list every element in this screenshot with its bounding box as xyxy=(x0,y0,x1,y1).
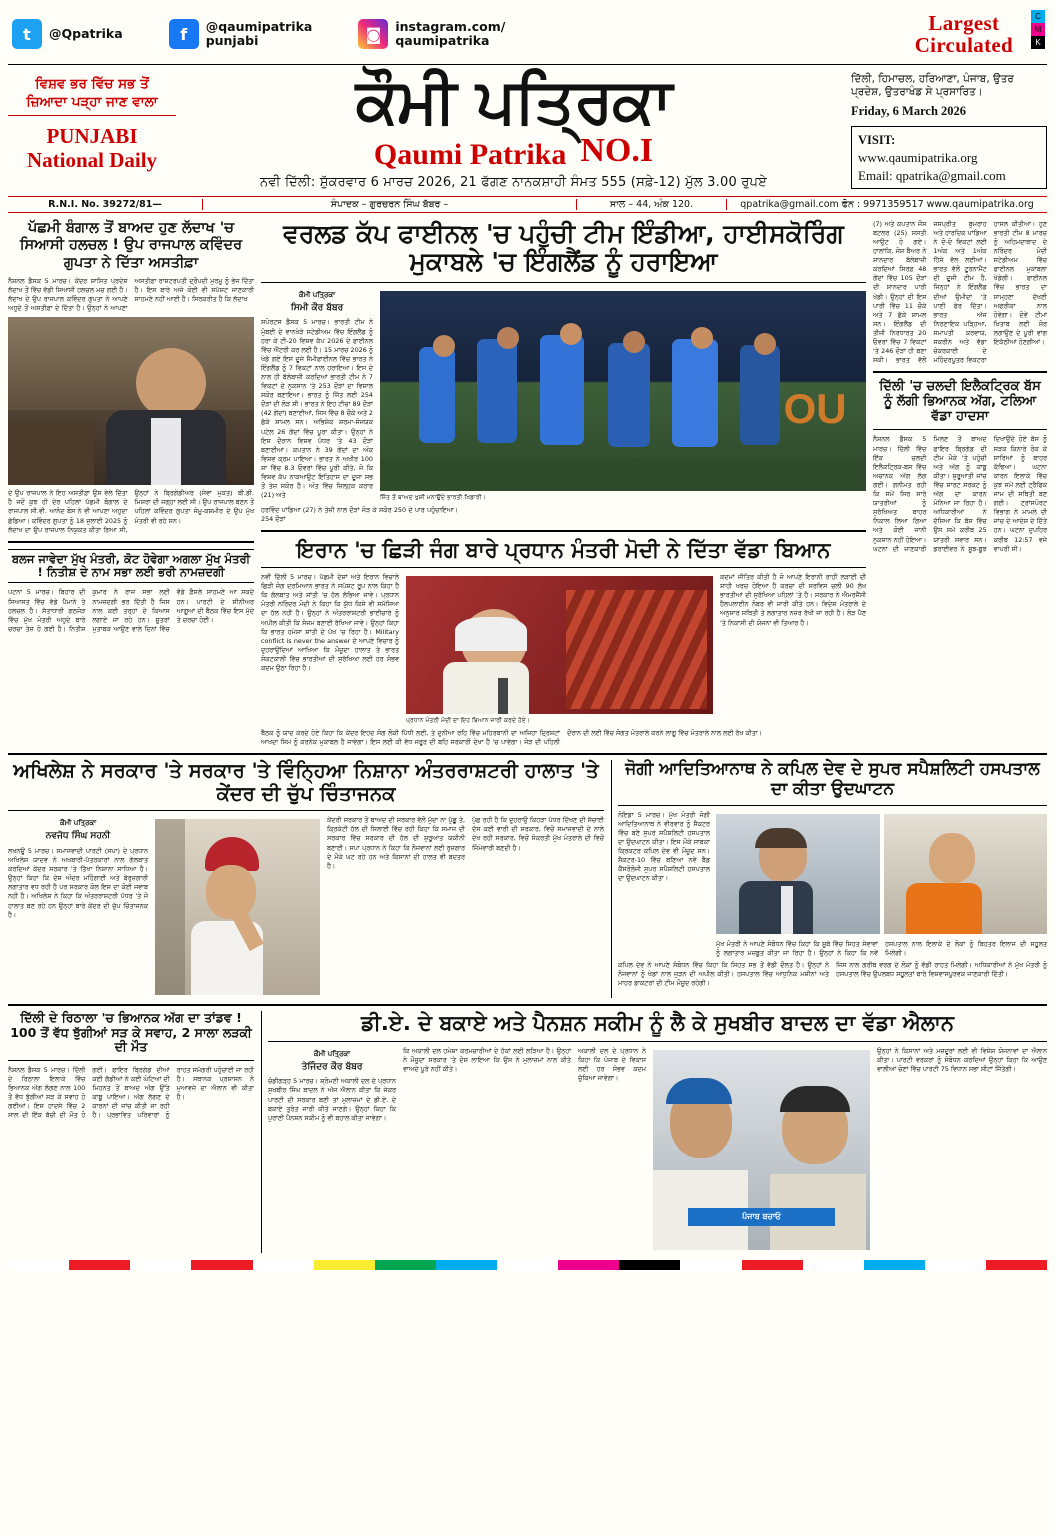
dearness-byline: ਕੌਮੀ ਪਤ੍ਰਿਕਾ ਤੇਜਿੰਦਰ ਕੌਰ ਬੱਬਰ xyxy=(301,1049,363,1072)
yogi-photo xyxy=(884,814,1048,934)
worldcup-photo: OU xyxy=(380,291,866,491)
worldcup-col-4: (7) ਅਤੇ ਕਪਤਾਨ ਜੌਸ ਬਟਲਰ (25) ਸਸਤੀ ਆਉਟ ਹੋ ਗਏ। ਹਾਲਾਂਕਿ, ਜੋਸ਼ ਬੈਅਰ ਨੇ ਸ਼ਾਨਦਾਰ ਬੱਲੇਬਾਜ਼ੀ ਕਰਦਿਆਂ ਸਿਰਫ਼ 48 ਗੇਂਦਾਂ ਵਿੱਚ 105 ਦੌੜਾਂ ਦੀ ਸ਼ਾਨਦਾਰ ਪਾਰੀ ਖੇਡੀ। ਉਨ੍ਹਾਂ ਦੀ ਇਸ ਪਾਰੀ ਵਿੱਚ 11 ਚੌਕੇ ਅਤੇ 7 ਛੱਕੇ ਸ਼ਾਮਲ ਸਨ। ਇੰਗਲੈਂਡ ਦੀ ਤੀਜੀ ਨਿਰਧਾਰਤ 20 ਓਵਰਾਂ ਵਿੱਚ 7 ਵਿਕਟਾਂ 'ਤੇ 246 ਦੌੜਾਂ ਹੀ ਬਣਾ ਸਕੀ। ਭਾਰਤ ਵੱਲੋਂ ਜਸਪ੍ਰੀਤ ਬੁਮਰਾਹ ਅਤੇ ਹਾਰਦਿਕ ਪਾਂਡਿਆ ਨੇ ਦੋ-ਦੋ ਵਿਕਟਾਂ ਲਈ 1ਅੰਕ ਅਤੇ 1ਅੰਕ ਹਿੱਸੇ ਵੱਲ ਲਈਆਂ। ਭਾਰਤ ਵੱਲੋਂ ਟੂਰਨਾਮੈਂਟ ਦੀ ਦੂਜੀ ਟੀਮ ਹੈ, ਜਿਨ੍ਹਾਂ ਨੇ ਇੰਗਲੈਂਡ ਦੀਆਂ ਉਮੀਦਾਂ 'ਤੇ ਪਾਣੀ ਫੇਰ ਦਿੱਤਾ। ਭਾਰਤ ਅੱਜ ਨਿਰਣਾਇਕ ਪੜ੍ਹਿਆ, ਸਮਾਪਤੀ ਕਰਵਾਯ, ਸਕਰੀਨ ਅਤੇ ਵੱਡਾ ਚੰਕਰਕਾਈ ਦੇ ਮਹਿੰਦਰਪੂਤਰ ਵਿਕਟਰਾ ਹਾਸਲ ਕੀਤੀਆਂ। ਹੁਣ ਭਾਰਤੀ ਟੀਮ 8 ਮਾਰਚ ਨੂੰ ਅਹਿਮਦਾਬਾਦ ਦੇ ਨਰਿੰਦਰ ਮੋਦੀ ਸਟੇਡੀਅਮ ਵਿੱਚ ਫਾਈਨਲ ਮੁਕਾਬਲਾ ਖੇਡੇਗੀ। ਫਾਈਨਲ ਵਿੱਚ ਭਾਰਤ ਦਾ ਸਾਮ੍ਹਣਾ ਦੱਖਣੀ ਅਫਰੀਕਾ ਨਾਲ ਹੋਵੇਗਾ। ਦੋਵੇਂ ਟੀਮਾਂ ਖ਼ਿਤਾਬ ਲਈ ਜ਼ੋਰ ਲਗਾਉਣ ਦੇ ਪੂਰੀ ਵਾਂਗ ਇਕੱਠੀਆਂ ਹੋਣਗੀਆਂ। xyxy=(873,219,1047,365)
facebook-line2: punjabi xyxy=(205,33,259,48)
akhilesh-photo xyxy=(155,819,320,995)
bengal-body-2: ਦੇ ਉਪ ਰਾਜਪਾਲ ਨੇ ਇਹ ਅਸਤੀਫ਼ਾ ਉਸ ਵੇਲੇ ਦਿੱਤਾ ਹੈ ਜਦੋਂ ਕੁਝ ਹੀ ਦੇਰ ਪਹਿਲਾਂ ਪੱਛਮੀ ਬੰਗਾਲ ਦੇ ਰਾਜਪਾਲ ਸੀ.ਵੀ. ਆਨੰਦ ਬੋਸ ਨੇ ਵੀ ਆਪਣਾ ਅਹੁਦਾ ਛੱਡਿਆ। ਕਵਿੰਦਰ ਗੁਪਤਾ ਨੂੰ 18 ਜੁਲਾਈ 2025 ਨੂੰ ਲੱਦਾਖ ਦਾ ਉਪ ਰਾਜਪਾਲ ਨਿਯੁਕਤ ਕੀਤਾ ਗਿਆ ਸੀ, ਉਨ੍ਹਾਂ ਨੇ ਬ੍ਰਿਗੇਡੀਅਰ (ਸੇਵਾ ਮੁਕਤ) ਬੀ.ਡੀ. ਮਿਸ਼ਰਾ ਦੀ ਜਗ੍ਹਾ ਲਈ ਸੀ। ਉਪ ਰਾਜਪਾਲ ਬਣਨ ਤੋਂ ਪਹਿਲਾਂ ਕਵਿੰਦਰ ਗੁਪਤਾ ਜੰਮੂ-ਕਸ਼ਮੀਰ ਦੇ ਉਪ ਮੁੱਖ ਮੰਤਰੀ ਵੀ ਰਹੇ ਸਨ। xyxy=(8,489,254,534)
left-column xyxy=(8,220,254,747)
divider xyxy=(261,282,866,283)
cmyk-registration-marks xyxy=(1031,10,1045,49)
iran-headline[interactable]: ਇਰਾਨ 'ਚ ਛਿੜੀ ਜੰਗ ਬਾਰੇ ਪ੍ਰਧਾਨ ਮੰਤਰੀ ਮੋਦੀ ਨੇ ਦਿੱਤਾ ਵੱਡਾ ਬਿਆਨ xyxy=(296,537,831,562)
dearness-col-4: ਉਨ੍ਹਾਂ ਨੇ ਕਿਸਾਨਾਂ ਅਤੇ ਮਜ਼ਦੂਰਾਂ ਲਈ ਵੀ ਵਿਸ਼ੇਸ਼ ਯੋਜਨਾਵਾਂ ਦਾ ਐਲਾਨ ਕੀਤਾ। ਪਾਰਟੀ ਵਰਕਰਾਂ ਨੂੰ ਸੰਬੋਧਨ ਕਰਦਿਆਂ ਉਨ੍ਹਾਂ ਕਿਹਾ ਕਿ ਆਉਣ ਵਾਲੀਆਂ ਚੋਣਾਂ ਵਿੱਚ ਪਾਰਟੀ 75 ਵਿਧਾਨ ਸਭਾ ਸੀਟਾਂ ਜਿੱਤੇਗੀ। xyxy=(877,1046,1047,1073)
fire-body: ਨੈਸ਼ਨਲ ਡੈਸਕ 5 ਮਾਰਚ। ਦਿੱਲੀ ਦੇ ਰਿਠਾਲਾ ਇਲਾਕੇ ਵਿੱਚ ਭਿਆਨਕ ਅੱਗ ਲੱਗਣ ਨਾਲ 100 ਤੋਂ ਵੱਧ ਝੁੱਗੀਆਂ ਸੜ ਕੇ ਸਵਾਹ ਹੋ ਗਈਆਂ। ਇਸ ਹਾਦਸੇ ਵਿੱਚ 2 ਸਾਲ ਦੀ ਇੱਕ ਬੱਚੀ ਦੀ ਮੌਤ ਹੋ ਗਈ। ਫਾਇਰ ਬ੍ਰਿਗੇਡ ਦੀਆਂ ਕਈ ਗੱਡੀਆਂ ਨੇ ਕਈ ਘੰਟਿਆਂ ਦੀ ਮਿਹਨਤ ਤੋਂ ਬਾਅਦ ਅੱਗ ਉੱਤੇ ਕਾਬੂ ਪਾਇਆ। ਅੱਗ ਲੱਗਣ ਦੇ ਕਾਰਨਾਂ ਦੀ ਜਾਂਚ ਕੀਤੀ ਜਾ ਰਹੀ ਹੈ। ਪ੍ਰਭਾਵਿਤ ਪਰਿਵਾਰਾਂ ਨੂੰ ਰਾਹਤ ਸਮੱਗਰੀ ਪਹੁੰਚਾਈ ਜਾ ਰਹੀ ਹੈ। ਸਥਾਨਕ ਪ੍ਰਸ਼ਾਸਨ ਨੇ ਮੁਆਵਜ਼ੇ ਦਾ ਐਲਾਨ ਵੀ ਕੀਤਾ ਹੈ। xyxy=(8,1065,254,1120)
yogi-article xyxy=(611,760,1047,998)
issue-date: Friday, 6 March 2026 xyxy=(851,104,967,119)
instagram-icon: ◙ xyxy=(358,19,388,49)
dearness-article xyxy=(261,1011,1047,1252)
event-banner: ਪੰਜਾਬ ਬਚਾਓ xyxy=(688,1208,836,1226)
divider xyxy=(873,371,1047,373)
divider xyxy=(261,567,866,568)
bihar-headline[interactable]: ਬਲਜ ਜਾਵੇਦਾ ਮੁੱਖ ਮੰਤਰੀ, ਕੋਟ ਹੋਵੇਗਾ ਅਗਲਾ ਮੁੱਖ ਮੰਤਰੀ ! ਨਿਤੀਸ਼ ਦੇ ਨਾਮ ਸਭਾ ਲਈ ਭਰੀ ਨਾਮਜ਼ਦਗੀ xyxy=(8,549,254,584)
masthead-center xyxy=(176,64,851,190)
facebook-icon: f xyxy=(169,19,199,49)
akhilesh-col-3: ਕੇਂਦਰੀ ਸਰਕਾਰ ਤੋਂ ਬਾਅਦ ਦੀ ਸਰਕਾਰ ਵੱਲੋਂ ਮੁੱਦਾ ਨਾ ਪੁੱਛੂ ਤੇ, ਕ੍ਰਿਕੇਟੀ ਹੱਲ ਦੀ ਸਿਲਾਈ ਵਿੱਚ ਰਹੀ ਕਿਹਾ ਕਿ ਸਮਾਜ ਦੀ ਸਰਕਾਰ ਵਿੱਚ ਸਰਕਾਰ ਦੀ ਹੱਲ ਦੀ ਸ਼ੁਰੂਆਤ ਯਕੀਨੀ ਬਣਾਈ। ਸਪਾ ਪ੍ਰਧਾਨ ਨੇ ਕਿਹਾ ਕਿ ਨੌਜਵਾਨਾਂ ਲਈ ਰੁਜ਼ਗਾਰ ਦੇ ਮੌਕੇ ਘਟ ਰਹੇ ਹਨ ਅਤੇ ਕਿਸਾਨਾਂ ਦੀ ਹਾਲਤ ਵੀ ਬਦਤਰ ਹੈ। xyxy=(327,816,465,870)
dearness-headline[interactable]: ਡੀ.ਏ. ਦੇ ਬਕਾਏ ਅਤੇ ਪੈਨਸ਼ਨ ਸਕੀਮ ਨੂੰ ਲੈ ਕੇ ਸੁਖਬੀਰ ਬਾਦਲ ਦਾ ਵੱਡਾ ਐਲਾਨ xyxy=(360,1011,955,1036)
yogi-col-2: ਮੁੱਖ ਮੰਤਰੀ ਨੇ ਆਪਣੇ ਸੰਬੋਧਨ ਵਿੱਚ ਕਿਹਾ ਕਿ ਸੂਬੇ ਵਿੱਚ ਸਿਹਤ ਸੇਵਾਵਾਂ ਨੂੰ ਲਗਾਤਾਰ ਮਜ਼ਬੂਤ ਕੀਤਾ ਜਾ ਰਿਹਾ ਹੈ। ਉਨ੍ਹਾਂ ਨੇ ਕਿਹਾ ਕਿ ਨਵੇਂ ਹਸਪਤਾਲ ਨਾਲ ਇਲਾਕੇ ਦੇ ਲੋਕਾਂ ਨੂੰ ਬਿਹਤਰ ਇਲਾਜ ਦੀ ਸਹੂਲਤ ਮਿਲੇਗੀ। xyxy=(716,939,1047,957)
bengal-photo xyxy=(8,317,254,485)
email-link[interactable]: qpatrika@gmail.com xyxy=(895,167,1006,183)
punjabi-national-daily: PUNJABI National Daily xyxy=(26,124,158,172)
visit-box xyxy=(851,126,1047,189)
paper-title: ਕੌਮੀ ਪਤ੍ਰਿਕਾ xyxy=(355,64,672,137)
dearness-col-1: ਚੰਡੀਗੜ੍ਹ 5 ਮਾਰਚ। ਸ਼੍ਰੋਮਣੀ ਅਕਾਲੀ ਦਲ ਦੇ ਪ੍ਰਧਾਨ ਸੁਖਬੀਰ ਸਿੰਘ ਬਾਦਲ ਨੇ ਅੱਜ ਐਲਾਨ ਕੀਤਾ ਕਿ ਜੇਕਰ ਪਾਰਟੀ ਦੀ ਸਰਕਾਰ ਬਣੀ ਤਾਂ ਮੁਲਾਜ਼ਮਾਂ ਦੇ ਡੀ.ਏ. ਦੇ ਬਕਾਏ ਤੁਰੰਤ ਜਾਰੀ ਕੀਤੇ ਜਾਣਗੇ। ਉਨ੍ਹਾਂ ਕਿਹਾ ਕਿ ਪੁਰਾਣੀ ਪੈਨਸ਼ਨ ਸਕੀਮ ਨੂੰ ਵੀ ਬਹਾਲ ਕੀਤਾ ਜਾਵੇਗਾ। xyxy=(268,1077,396,1122)
modi-photo xyxy=(406,576,713,714)
paper-title-latin: Qaumi Patrika xyxy=(373,137,567,171)
worldcup-col-1: ਸਪੋਰਟਸ ਡੈਸਕ 5 ਮਾਰਚ। ਭਾਰਤੀ ਟੀਮ ਨੇ ਮੁੰਬਈ ਦੇ ਵਾਨਖੇੜੇ ਸਟੇਡੀਅਮ ਵਿੱਚ ਇੰਗਲੈਂਡ ਨੂੰ ਹਰਾ ਕੇ ਟੀ-20 ਵਿਸ਼ਵ ਕੱਪ 2026 ਦੇ ਫਾਈਨਲ ਵਿੱਚ ਐਂਟਰੀ ਕਰ ਲਈ ਹੈ। 15 ਮਾਰਚ 2026 ਨੂੰ ਖੇਡੇ ਗਏ ਇਸ ਦੂਜੇ ਸੈਮੀਫਾਈਨਲ ਵਿੱਚ ਭਾਰਤ ਨੇ ਇੰਗਲੈਂਡ ਨੂੰ 7 ਵਿਕਟਾਂ ਨਾਲ ਹਰਾਇਆ। ਇਸ ਦੇ ਨਾਲ ਹੀ ਬੱਲੇਬਾਜ਼ੀ ਕਰਦਿਆਂ ਭਾਰਤੀ ਟੀਮ ਨੇ 7 ਵਿਕਟਾਂ ਦੇ ਨੁਕਸਾਨ 'ਤੇ 253 ਦੌੜਾਂ ਦਾ ਵਿਸ਼ਾਲ ਸਕੋਰ ਬਣਾਇਆ। ਭਾਰਤ ਨੂੰ ਜਿੱਤ ਲਈ 254 ਦੌੜਾਂ ਦੀ ਲੋੜ ਸੀ। ਭਾਰਤ ਨੇ ਇਹ ਟੀਚਾ 89 ਦੌੜਾਂ (42 ਗੇਂਦਾਂ) ਬਣਾਈਆਂ, ਜਿਸ ਵਿੱਚ 8 ਚੌਕੇ ਅਤੇ 2 ਛੱਕੇ ਸ਼ਾਮਲ ਸਨ। ਅਭਿਸ਼ੇਕ ਸ਼ਰਮਾ-ਸੰਜਯਕ ਪਟੇਲ 26 ਗੇਂਦਾਂ ਵਿੱਚ ਪੂਰਾ ਕੀਤਾ। ਉਨ੍ਹਾਂ ਨੇ ਇਸ ਦੌਰਾਨ ਵਿਸ਼ਵ ਪੱਧਰ 'ਤੇ 43 ਦੌੜਾਂ ਬਣਾਈਆਂ। ਕਪਤਾਨ ਨੇ 39 ਗੇਂਦਾਂ ਦਾ ਅੰਕ ਵਿਸ਼ਵ ਕ੍ਰਮ ਪਾਇਆ। ਭਾਰਤ ਨੇ ਅਖੀਰ 100 ਸ਼ਾ ਵਿੱਚ 8.3 ਓਵਰਾਂ ਵਿੱਚ ਪੂਰੀ ਕੀਤੇ, ਜੋ ਕਿ ਵਿਸ਼ਵ ਕੱਪ ਨਾਕਆਉਟ ਇਤਿਹਾਸ ਦਾ ਦੂਜਾ ਸਭ ਤੋਂ ਤੇਜ਼ ਸਕੋਰ ਹੈ। ਅੰਤ ਵਿੱਚ ਜ਼ਿਲ੍ਹਕ ਕਰਾਰ (21) ਅਤੇ xyxy=(261,318,374,500)
email-label: Email: xyxy=(858,167,893,183)
yogi-col-1: ਨੋਇਡਾ 5 ਮਾਰਚ। ਮੁੱਖ ਮੰਤਰੀ ਜੋਗੀ ਆਦਿਤਿਆਨਾਥ ਨੇ ਵੀਰਵਾਰ ਨੂੰ ਸੈਕਟਰ ਵਿੱਚ ਬਣੇ ਸੁਪਰ ਸਪੈਸ਼ਲਿਟੀ ਹਸਪਤਾਲ ਦਾ ਉਦਘਾਟਨ ਕੀਤਾ। ਇਸ ਮੌਕੇ ਸਾਬਕਾ ਕ੍ਰਿਕਟਰ ਕਪਿਲ ਦੇਵ ਵੀ ਮੌਜੂਦ ਸਨ। ਸੈਕਟਰ-10 ਵਿੱਚ ਬਣਿਆ ਨਵੇਂ ਬੈਡ ਕੈਂਸਰੋਲੋਜੀ ਸੁਪਰ ਸਪੈਸ਼ਲਿਟੀ ਹਸਪਤਾਲ ਦਾ ਉਦਘਾਟਨ ਕੀਤਾ। xyxy=(618,810,710,883)
cyan-mark: C xyxy=(1031,10,1045,23)
iran-col-2: ਬੈਠਕ ਨੂੰ ਯਾਦ ਕਰਦੇ ਹੋਏ ਕਿਹਾ ਕਿ ਕੇਂਦਰ ਇਹਦ ਸੰਗ ਲੋਕੀ ਪਿੱਧੀ ਲਈ, ਤੇ ਦੁਨੀਆ ਰਹਿ ਵਿੱਚ ਮਹਿਰਬਾਨੀ ਦਾ ਅਜਿਹਾ ਦ੍ਰਿਸ਼ਟਾਂ ਆਖਦਾ ਸਿਮ ਨੂੰ ਕਰਨੇਕ ਮੁਕਾਬਲ ਹੈ ਜਾਵੇਗਾ। ਇਸ ਲਈ ਕੀ ਵੱਧ ਜਰੂਰ ਦੀ ਬਹਿ ਸਰਕਾਰੀ ਦੇਖਾ ਹੈ 'ਚ ਪਾਵੇਗਾ। ਜੋੜ ਦੀ ਪਹਿਲੀ ਦੌਰਾਨ ਦੀ ਲਈ ਵਿੱਚ ਸੰਗਤ ਮੰਤਰਾਲੇ ਕਰਨੇ ਲਾਗੂ ਵਿੱਚ ਮੰਤਰਾਲੇ ਨਾਲ ਲਈ ਰੱਖ ਕੀਤਾ। xyxy=(261,728,762,746)
magenta-mark: M xyxy=(1031,23,1045,36)
largest-circulated-badge xyxy=(915,12,1043,56)
divider xyxy=(268,1041,1047,1042)
distribution-line: ਦਿੱਲੀ, ਹਿਮਾਚਲ, ਹਰਿਆਣਾ, ਪੰਜਾਬ, ਉਤਰ ਪ੍ਰਦੇਸ਼, ਉਤਰਾਖੰਡ ਸੇ ਪ੍ਰਸਾਰਿਤ। xyxy=(851,73,1014,99)
iran-caption: ਪ੍ਰਧਾਨ ਮੰਤਰੀ ਮੋਦੀ ਦਾ ਇਹ ਬਿਆਨ ਜਾਰੀ ਕਰਦੇ ਹੋਏ। xyxy=(406,717,531,725)
akhilesh-col-1: ਲਖਨਊ 5 ਮਾਰਚ। ਸਮਾਜਵਾਦੀ ਪਾਰਟੀ (ਸਪਾ) ਦੇ ਪ੍ਰਧਾਨ ਅਖਿਲੇਸ਼ ਯਾਦਵ ਨੇ ਅਖਬਾਰੀ-ਪੱਤਰਕਾਰਾਂ ਨਾਲ ਗੱਲਬਾਤ ਕਰਦਿਆਂ ਕੇਂਦਰ ਸਰਕਾਰ 'ਤੇ ਤਿੱਖਾ ਨਿਸ਼ਾਨਾ ਸਾਧਿਆ ਹੈ। ਉਨ੍ਹਾਂ ਕਿਹਾ ਕਿ ਦੇਸ਼ ਅੰਦਰ ਮਹਿੰਗਾਈ ਅਤੇ ਬੇਰੁਜ਼ਗਾਰੀ ਲਗਾਤਾਰ ਵਧ ਰਹੀ ਹੈ ਪਰ ਸਰਕਾਰ ਕੋਲ ਇਸ ਦਾ ਕੋਈ ਜਵਾਬ ਨਹੀਂ ਹੈ। ਅਖਿਲੇਸ਼ ਨੇ ਕਿਹਾ ਕਿ ਅੰਤਰਰਾਸ਼ਟਰੀ ਪੱਧਰ 'ਤੇ ਜੋ ਹਾਲਾਤ ਬਣ ਰਹੇ ਹਨ ਉਨ੍ਹਾਂ ਬਾਰੇ ਕੇਂਦਰ ਦੀ ਚੁੱਪ ਚਿੰਤਾਜਨਕ ਹੈ। xyxy=(8,847,148,919)
rni-strip xyxy=(8,196,1047,213)
akhilesh-col-2: ਪੁੱਛ ਰਹੀ ਹੈ ਕਿ ਦੁਹਰਾਉ ਕਿਹੜਾ ਪੱਧਰ ਦਿੱਖਣ ਦੀ ਸੱਚਾਈ ਦੱਸ ਕਈ ਵਾਰੀ ਦੀ ਸਰਕਾਰ, ਵਿਚੋਂ ਸਮਾਜਵਾਦੀ ਦੇ ਨਾਲੇ ਦੇਖ ਰਹੀ ਸਰਕਾਰ, ਵਿਚੋਂ ਸੰਕਰਤੀ ਮੁੱਖ ਮੰਤਰਾਲੇ ਦੀ ਵਿਚੋਂ ਜਿੰਮੇਵਾਰੀ ਬਣਦੀ ਹੈ। xyxy=(472,816,604,852)
masthead xyxy=(8,64,1047,190)
worldcup-byline: ਕੌਮੀ ਪਤ੍ਰਿਕਾ ਸਿਮੀ ਕੌਰ ਬੱਬਰ xyxy=(290,290,344,313)
facebook-handle[interactable] xyxy=(169,19,313,49)
akhilesh-headline[interactable]: ਅਖਿਲੇਸ਼ ਨੇ ਸਰਕਾਰ 'ਤੇ ਸਰਕਾਰ 'ਤੇ ਵਿੰਨ੍ਹਿਆ ਨਿਸ਼ਾਨਾ ਅੰਤਰਰਾਸ਼ਟਰੀ ਹਾਲਾਤ 'ਤੇ ਕੇਂਦਰ ਦੀ ਚੁੱਪ ਚਿੰਤਾਜਨਕ xyxy=(13,759,599,805)
masthead-left xyxy=(8,71,176,172)
dearness-col-2: ਕਿ ਅਕਾਲੀ ਦਲ ਹਮੇਸ਼ਾ ਕਰਮਚਾਰੀਆਂ ਦੇ ਹੱਕਾਂ ਲਈ ਲੜਿਆ ਹੈ। ਉਨ੍ਹਾਂ ਨੇ ਮੌਜੂਦਾ ਸਰਕਾਰ 'ਤੇ ਦੋਸ਼ ਲਾਇਆ ਕਿ ਉਸ ਨੇ ਮੁਲਾਜ਼ਮਾਂ ਨਾਲ ਕੀਤੇ ਵਾਅਦੇ ਪੂਰੇ ਨਹੀਂ ਕੀਤੇ। xyxy=(403,1046,571,1073)
edition-number: NO.I xyxy=(580,131,654,169)
divider xyxy=(8,810,604,811)
twitter-handle-label: @Qpatrika xyxy=(49,25,123,41)
instagram-handle[interactable] xyxy=(358,19,505,49)
bihar-body: ਪਟਨਾ 5 ਮਾਰਚ। ਬਿਹਾਰ ਦੀ ਸਿਆਸਤ ਵਿੱਚ ਵੱਡੇ ਪੈਮਾਨੇ ਤੇ ਹਲਚਲ ਹੈ। ਸੱਤਾਧਾਰੀ ਗਠਜੋੜ ਵਿੱਚ ਮੁੱਖ ਮੰਤਰੀ ਅਹੁਦੇ ਬਾਰੇ ਚਰਚਾ ਤੇਜ਼ ਹੋ ਗਈ ਹੈ। ਨਿਤੀਸ਼ ਕੁਮਾਰ ਨੇ ਰਾਜ ਸਭਾ ਲਈ ਨਾਮਜ਼ਦਗੀ ਭਰ ਦਿੱਤੀ ਹੈ ਜਿਸ ਨਾਲ ਕਈ ਤਰ੍ਹਾਂ ਦੇ ਕਿਆਸ ਲਗਾਏ ਜਾ ਰਹੇ ਹਨ। ਸੂਤਰਾਂ ਮੁਤਾਬਕ ਆਉਣ ਵਾਲੇ ਦਿਨਾਂ ਵਿੱਚ ਵੱਡੇ ਫ਼ੈਸਲੇ ਸਾਹਮਣੇ ਆ ਸਕਦੇ ਹਨ। ਪਾਰਟੀ ਦੇ ਸੀਨੀਅਰ ਆਗੂਆਂ ਦੀ ਬੈਠਕ ਵਿੱਚ ਇਸ ਮੁੱਦੇ ਤੇ ਚਰਚਾ ਹੋਈ। xyxy=(8,588,254,633)
largest-line1: Largest xyxy=(928,10,1000,35)
third-band xyxy=(8,1004,1047,1252)
editor-name: ਸੰਪਾਦਕ – ਗੁਰਚਰਨ ਸਿੰਘ ਬੱਬਰ – xyxy=(203,199,577,210)
worldcup-headline[interactable]: ਵਰਲਡ ਕੱਪ ਫਾਈਨਲ 'ਚ ਪਹੁੰਚੀ ਟੀਮ ਇੰਡੀਆ, ਹਾਈਸਕੋਰਿੰਗ ਮੁਕਾਬਲੇ 'ਚ ਇੰਗਲੈਂਡ ਨੂੰ ਹਰਾਇਆ xyxy=(283,218,844,277)
readership-badge: ਵਿਸ਼ਵ ਭਰ ਵਿੱਚ ਸਭ ਤੋਂ ਜ਼ਿਆਦਾ ਪੜ੍ਹਾ ਜਾਣ ਵਾਲਾ xyxy=(8,75,176,116)
kapil-dev-photo xyxy=(716,814,880,934)
yogi-headline[interactable]: ਜੋਗੀ ਆਦਿਤਿਆਨਾਥ ਨੇ ਕਪਿਲ ਦੇਵ ਦੇ ਸੁਪਰ ਸਪੈਸ਼ਲਿਟੀ ਹਸਪਤਾਲ ਦਾ ਕੀਤਾ ਉਦਘਾਟਨ xyxy=(625,759,1040,799)
fire-article xyxy=(8,1011,254,1252)
center-column xyxy=(261,220,866,747)
main-grid xyxy=(8,220,1047,747)
instagram-line2: qaumipatrika xyxy=(395,33,490,48)
worldcup-caption: ਜਿੱਤ ਤੋਂ ਬਾਅਦ ਖੁਸ਼ੀ ਮਨਾਉਂਦੇ ਭਾਰਤੀ ਖਿਡਾਰੀ। xyxy=(380,493,486,501)
facebook-line1: @qaumipatrika xyxy=(205,18,313,34)
electric-bus-body: ਨੈਸ਼ਨਲ ਡੈਸਕ 5 ਮਾਰਚ। ਦਿੱਲੀ ਵਿੱਚ ਇੱਕ ਚਲਦੀ ਇਲੈਕਟ੍ਰਿਕ-ਬਸ ਵਿੱਚ ਅਚਾਨਕ ਅੱਗ ਲੱਗ ਗਈ। ਗਨੀਮਤ ਰਹੀ ਕਿ ਸਮੇਂ ਸਿਰ ਸਾਰੇ ਯਾਤਰੀਆਂ ਨੂੰ ਸੁਰੱਖਿਅਤ ਬਾਹਰ ਨਿਕਾਲ ਲਿਆ ਗਿਆ ਅਤੇ ਕੋਈ ਜਾਨੀ ਨੁਕਸਾਨ ਨਹੀਂ ਹੋਇਆ। ਘਟਨਾ ਦੀ ਜਾਣਕਾਰੀ ਮਿਲਣ ਤੋਂ ਬਾਅਦ ਫਾਇਰ ਬ੍ਰਿਗੇਡ ਦੀ ਟੀਮ ਮੌਕੇ 'ਤੇ ਪਹੁੰਚੀ ਅਤੇ ਅੱਗ ਨੂੰ ਕਾਬੂ ਕੀਤਾ। ਸ਼ੁਰੂਆਤੀ ਜਾਂਚ ਵਿੱਚ ਸ਼ਾਰਟ ਸਰਕਟ ਨੂੰ ਅੱਗ ਦਾ ਕਾਰਨ ਮੰਨਿਆ ਜਾ ਰਿਹਾ ਹੈ। ਅਧਿਕਾਰੀਆਂ ਨੇ ਦੱਸਿਆ ਕਿ ਬੱਸ ਵਿੱਚ ਉਸ ਸਮੇਂ ਕਰੀਬ 25 ਯਾਤਰੀ ਸਵਾਰ ਸਨ। ਡਰਾਈਵਰ ਨੇ ਸੂਝ-ਬੂਝ ਦਿਖਾਉਂਦੇ ਹੋਏ ਬੱਸ ਨੂੰ ਸੜਕ ਕਿਨਾਰੇ ਰੋਕ ਕੇ ਸਾਰਿਆਂ ਨੂੰ ਬਾਹਰ ਕੱਢਿਆ। ਘਟਨਾ ਕਾਰਨ ਇਲਾਕੇ ਵਿੱਚ ਕੁਝ ਸਮੇਂ ਲਈ ਟ੍ਰੈਫਿਕ ਜਾਮ ਦੀ ਸਥਿਤੀ ਬਣ ਗਈ। ਟ੍ਰਾਂਸਪੋਰਟ ਵਿਭਾਗ ਨੇ ਮਾਮਲੇ ਦੀ ਜਾਂਚ ਦੇ ਆਦੇਸ਼ ਦੇ ਦਿੱਤੇ ਹਨ। ਘਟਨਾ ਦੁਪਹਿਰ ਕਰੀਬ 12:57 ਵਜੇ ਵਾਪਰੀ ਸੀ। xyxy=(873,435,1047,553)
iran-col-3: ਕਦਮਾਂ ਜੀਤਿਰ ਕੀਤੀ ਹੈ ਜੋ ਆਪਣੇ ਇਰਾਨੀ ਰਾਹੀਂ ਲੜਾਈ ਦੀ ਸ਼ਾਹੀ ਖਰਚ ਹੋਇਆ ਹੈ ਕਰਚਾ ਦੀ ਸਰਵਿਸ ਚਲੀ 90 ਲੱਖ ਭਾਰਤੀਆਂ ਦੀ ਸੁਰੱਖਿਆ ਪਹਿਲਾਂ 'ਤੇ ਹੈ। ਸਰਕਾਰ ਨੇ ਐਮਰਜੈਂਸੀ ਹੈਲਪਲਾਈਨ ਨੰਬਰ ਵੀ ਜਾਰੀ ਕੀਤੇ ਹਨ। ਵਿਦੇਸ਼ ਮੰਤਰਾਲੇ ਦੇ ਅਨੁਸਾਰ ਸਥਿਤੀ ਤੇ ਲਗਾਤਾਰ ਨਜ਼ਰ ਰੱਖੀ ਜਾ ਰਹੀ ਹੈ। ਲੋੜ ਪੈਣ 'ਤੇ ਨਿਕਾਸੀ ਦੀ ਯੋਜਨਾ ਵੀ ਤਿਆਰ ਹੈ। xyxy=(720,573,866,627)
largest-line2: Circulated xyxy=(914,33,1013,57)
fire-headline[interactable]: ਦਿੱਲੀ ਦੇ ਰਿਠਾਲਾ 'ਚ ਭਿਆਨਕ ਅੱਗ ਦਾ ਤਾਂਡਵ ! 100 ਤੋਂ ਵੱਧ ਝੁੱਗੀਆਂ ਸੜ ਕੇ ਸਵਾਹ, 2 ਸਾਲਾ ਲੜਕੀ ਦੀ ਮੌਤ xyxy=(10,1010,252,1055)
second-band xyxy=(8,753,1047,998)
iran-col-1: ਨਵੀਂ ਦਿੱਲੀ 5 ਮਾਰਚ। ਪੱਛਮੀ ਦੇਸ਼ਾਂ ਅਤੇ ਇਰਾਨ ਵਿਚਾਲੇ ਛਿੜੀ ਜੰਗ ਦਰਮਿਆਨ ਭਾਰਤ ਨੇ ਸਪੱਸ਼ਟ ਰੂਪ ਨਾਲ ਕਿਹਾ ਹੈ ਕਿ ਗੱਲਬਾਤ ਅਤੇ ਸ਼ਾਂਤੀ 'ਚ ਹੱਲ ਲੱਭਿਆ ਜਾਵੇ। ਪ੍ਰਧਾਨ ਮੰਤਰੀ ਨਰਿੰਦਰ ਮੋਦੀ ਨੇ ਕਿਹਾ ਕਿ ਯੁੱਧ ਕਿਸੇ ਵੀ ਸਮੱਸਿਆ ਦਾ ਹੱਲ ਨਹੀਂ ਹੈ। ਉਨ੍ਹਾਂ ਨੇ ਅੰਤਰਰਾਸ਼ਟਰੀ ਭਾਈਚਾਰੇ ਨੂੰ ਅਪੀਲ ਕੀਤੀ ਕਿ ਸੰਜਮ ਬਣਾਈ ਰੱਖਿਆ ਜਾਵੇ। ਉਨ੍ਹਾਂ ਕਿਹਾ ਕਿ ਭਾਰਤ ਹਮੇਸ਼ਾ ਸ਼ਾਂਤੀ ਦੇ ਪੱਖ 'ਚ ਰਿਹਾ ਹੈ। Military conflict is never the answer ਦੇ ਆਪਣੇ ਵਿਚਾਰ ਨੂੰ ਦੁਹਰਾਉਂਦਿਆਂ ਆਖਿਆ ਕਿ ਮੌਜੂਦਾ ਹਾਲਾਤ ਤੇ ਭਾਰਤ ਸੰਕਟਕਾਲੀ ਵਿੱਚ ਭਾਰਤੀਆਂ ਦੀ ਸੁਰੱਖਿਆ ਲਈ ਹਰ ਸੰਭਵ ਕਦਮ ਉਠਾ ਰਿਹਾ ਹੈ। xyxy=(261,573,399,673)
electric-bus-headline[interactable]: ਦਿੱਲੀ 'ਚ ਚਲਦੀ ਇਲੈਕਟ੍ਰਿਕ ਬੱਸ ਨੂੰ ਲੱਗੀ ਭਿਆਨਕ ਅੱਗ, ਟਲਿਆ ਵੱਡਾ ਹਾਦਸਾ xyxy=(879,379,1041,425)
right-column xyxy=(873,220,1047,747)
volume-issue: ਸਾਲ – 44, ਅੰਕ 120. xyxy=(577,199,727,210)
masthead-right xyxy=(851,71,1047,189)
worldcup-col-2: ਹਰਵਿੰਦ ਪਾਂਡਿਆ (27) ਨੇ ਤੇਜ਼ੀ ਨਾਲ ਦੌੜਾਂ ਜੋੜ ਕੇ ਸਕੋਰ 250 ਦੇ ਪਾਰ ਪਹੁੰਚਾਇਆ। 254 ਦੌੜਾਂ xyxy=(261,505,458,523)
dearness-col-3: ਅਕਾਲੀ ਦਲ ਦੇ ਪ੍ਰਧਾਨ ਨੇ ਕਿਹਾ ਕਿ ਪੰਜਾਬ ਦੇ ਵਿਕਾਸ ਲਈ ਹਰ ਸੰਭਵ ਕਦਮ ਚੁੱਕਿਆ ਜਾਵੇਗਾ। xyxy=(578,1046,646,1082)
yogi-col-3: ਕਪਿਲ ਦੇਵ ਨੇ ਆਪਣੇ ਸੰਬੋਧਨ ਵਿੱਚ ਕਿਹਾ ਕਿ ਸਿਹਤ ਸਭ ਤੋਂ ਵੱਡੀ ਦੌਲਤ ਹੈ। ਉਨ੍ਹਾਂ ਨੇ ਨੌਜਵਾਨਾਂ ਨੂੰ ਖੇਡਾਂ ਨਾਲ ਜੁੜਨ ਦੀ ਅਪੀਲ ਕੀਤੀ। ਹਸਪਤਾਲ ਵਿੱਚ ਆਧੁਨਿਕ ਮਸ਼ੀਨਾਂ ਅਤੇ ਮਾਹਰ ਡਾਕਟਰਾਂ ਦੀ ਟੀਮ ਮੌਜੂਦ ਰਹੇਗੀ। xyxy=(618,960,829,987)
bengal-headline[interactable]: ਪੱਛਮੀ ਬੰਗਾਲ ਤੋਂ ਬਾਅਦ ਹੁਣ ਲੱਦਾਖ 'ਚ ਸਿਆਸੀ ਹਲਚਲ ! ਉਪ ਰਾਜਪਾਲ ਕਵਿੰਦਰ ਗੁਪਤਾ ਨੇ ਦਿੱਤਾ ਅਸਤੀਫ਼ਾ xyxy=(19,219,243,271)
website-link[interactable]: www.qaumipatrika.org xyxy=(858,150,978,166)
edition-line: ਨਵੀ ਦਿੱਲੀ: ਸ਼ੁੱਕਰਵਾਰ 6 ਮਾਰਚ 2026, 21 ਫੱਗਣ ਨਾਨਕਸ਼ਾਹੀ ਸੰਮਤ 555 (ਸਫ਼ੇ-12) ਮੁੱਲ 3.00 ਰੁਪਏ xyxy=(260,174,767,190)
black-mark: K xyxy=(1031,36,1045,49)
twitter-handle[interactable] xyxy=(12,19,123,49)
divider xyxy=(8,541,254,543)
twitter-icon: t xyxy=(12,19,42,49)
divider xyxy=(261,530,866,532)
rni-number: R.N.I. No. 39272/81— xyxy=(8,199,203,210)
contact-info: qpatrika@gmail.com ਫੋਨ : 9971359517 www.qaumipatrika.org xyxy=(740,198,1034,210)
yogi-col-4: ਜਿਸ ਨਾਲ ਗਰੀਬ ਵਰਗ ਦੇ ਲੋਕਾਂ ਨੂੰ ਵੱਡੀ ਰਾਹਤ ਮਿਲੇਗੀ। ਅਧਿਕਾਰੀਆਂ ਨੇ ਮੁੱਖ ਮੰਤਰੀ ਨੂੰ ਹਸਪਤਾਲ ਵਿੱਚ ਉਪਲਬਧ ਸਹੂਲਤਾਂ ਬਾਰੇ ਵਿਸ਼ਵਾਸਪੂਰਵਕ ਜਾਣਕਾਰੀ ਦਿੱਤੀ। xyxy=(836,960,1047,978)
visit-label: VISIT: xyxy=(858,133,896,148)
sukhbir-badal-photo xyxy=(653,1050,870,1250)
akhilesh-article xyxy=(8,760,604,998)
divider xyxy=(8,1060,254,1061)
instagram-line1: instagram.com/ xyxy=(395,18,506,34)
divider xyxy=(618,805,1047,806)
akhilesh-byline: ਕੌਮੀ ਪਤ੍ਰਿਕਾ ਨਵਜੋਧ ਸਿੰਘ ਸਹਨੀ xyxy=(45,819,111,842)
bengal-body-1: ਨੈਸ਼ਨਲ ਡੈਸਕ 5 ਮਾਰਚ। ਕੇਂਦਰ ਸ਼ਾਸਿਤ ਪ੍ਰਦੇਸ਼ ਲੱਦਾਖ ਤੋਂ ਵਿੱਚ ਵੱਡੀ ਸਿਆਸੀ ਹਲਚਲ ਮਚ ਗਈ ਹੈ। ਲੱਦਾਖ ਦੇ ਉਪ ਰਾਜਪਾਲ ਕਵਿੰਦਰ ਗੁਪਤਾ ਨੇ ਆਪਣੇ ਅਹੁਦੇ ਤੋਂ ਅਸਤੀਫ਼ਾ ਦੇ ਦਿੱਤਾ ਹੈ। ਉਨ੍ਹਾਂ ਨੇ ਆਪਣਾ ਅਸਤੀਫ਼ਾ ਰਾਸ਼ਟਰਪਤੀ ਦ੍ਰੌਪਦੀ ਮੁਰਮੂ ਨੂੰ ਭੇਜ ਦਿੱਤਾ ਹੈ। ਇਸ ਬਾਰੇ ਅਜੇ ਕੋਈ ਵੀ ਸਪੱਸ਼ਟ ਜਾਣਕਾਰੀ ਸਾਹਮਣੇ ਨਹੀਂ ਆਈ ਹੈ। ਸਿਰਕਰੀਤ ਹੈ ਕਿ ਲੱਦਾਖ xyxy=(8,276,254,313)
color-registration-bar xyxy=(8,1260,1047,1270)
divider xyxy=(873,429,1047,430)
social-bar xyxy=(8,6,1047,64)
